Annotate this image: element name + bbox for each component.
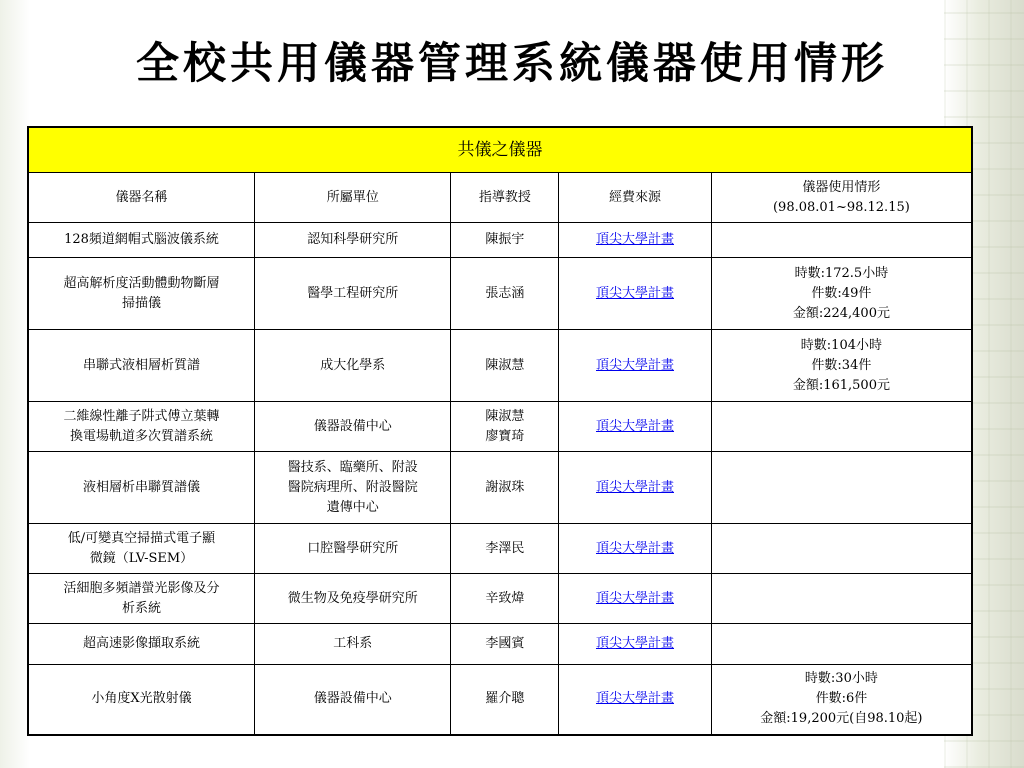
cell-unit	[254, 223, 451, 258]
cell-name-line: 微鏡（LV-SEM）	[89, 550, 194, 566]
cell-professor-line: 陳淑慧	[485, 357, 525, 373]
cell-name-line: 超高速影像擷取系統	[82, 636, 200, 651]
cell-unit-line: 成大化學系	[320, 357, 386, 373]
funding-link[interactable]: 頂尖大學計畫	[595, 357, 674, 373]
cell-professor-line: 李國賓	[485, 636, 525, 651]
cell-usage	[711, 223, 972, 258]
cell-professor-line: 辛致煒	[485, 590, 525, 606]
table-row	[28, 452, 972, 524]
cell-funding	[559, 524, 712, 574]
cell-usage	[711, 258, 972, 330]
funding-link[interactable]: 頂尖大學計畫	[595, 285, 674, 301]
cell-usage-line: 金額:19,200元(自98.10起)	[760, 711, 923, 727]
cell-unit-line: 醫技系、臨藥所、附設	[287, 459, 418, 475]
cell-professor	[451, 402, 559, 452]
cell-unit	[254, 452, 451, 524]
cell-usage-line: 時數:172.5小時	[794, 265, 889, 281]
cell-unit	[254, 258, 451, 330]
cell-name-line: 液相層析串聯質譜儀	[82, 479, 200, 495]
cell-usage	[711, 624, 972, 665]
cell-unit	[254, 330, 451, 402]
cell-usage	[711, 402, 972, 452]
cell-usage	[711, 574, 972, 624]
cell-name	[28, 624, 254, 665]
cell-usage	[711, 452, 972, 524]
cell-professor	[451, 665, 559, 735]
cell-usage	[711, 665, 972, 735]
cell-unit	[254, 574, 451, 624]
cell-professor	[451, 524, 559, 574]
table-row	[28, 524, 972, 574]
table-row	[28, 665, 972, 735]
cell-unit	[254, 402, 451, 452]
cell-funding	[559, 665, 712, 735]
funding-link[interactable]: 頂尖大學計畫	[595, 636, 674, 651]
cell-professor-line: 謝淑珠	[485, 479, 525, 495]
cell-name-line: 串聯式液相層析質譜	[82, 357, 200, 373]
cell-unit-line: 儀器設備中心	[313, 418, 392, 434]
cell-professor	[451, 624, 559, 665]
header-unit: 所屬單位	[254, 173, 451, 223]
cell-name-line: 低/可變真空掃描式電子顯	[67, 530, 216, 546]
cell-professor	[451, 330, 559, 402]
cell-usage	[711, 330, 972, 402]
table-row	[28, 402, 972, 452]
funding-link[interactable]: 頂尖大學計畫	[595, 540, 674, 556]
page-title: 全校共用儀器管理系統儀器使用情形	[136, 39, 888, 89]
table-row	[28, 223, 972, 258]
cell-unit	[254, 665, 451, 735]
header-usage	[711, 173, 972, 223]
cell-professor	[451, 452, 559, 524]
cell-name-line: 活細胞多頻譜螢光影像及分	[63, 580, 220, 596]
cell-usage-line: 件數:6件	[815, 691, 868, 707]
cell-funding	[559, 624, 712, 665]
cell-name-line: 換電場軌道多次質譜系統	[69, 428, 213, 444]
cell-unit-line: 口腔醫學研究所	[307, 540, 399, 556]
cell-usage-line: 時數:30小時	[804, 671, 878, 687]
cell-name	[28, 524, 254, 574]
header-professor: 指導教授	[451, 173, 559, 223]
cell-professor-line: 陳淑慧	[485, 408, 525, 424]
cell-usage-line: 件數:34件	[811, 357, 872, 373]
cell-unit-line: 遺傳中心	[326, 499, 379, 515]
cell-professor-line: 廖寶琦	[485, 428, 525, 444]
header-usage-line1: 儀器使用情形	[802, 179, 881, 195]
table-row	[28, 624, 972, 665]
cell-professor	[451, 258, 559, 330]
header-name: 儀器名稱	[28, 173, 254, 223]
cell-name	[28, 330, 254, 402]
cell-professor-line: 陳振宇	[485, 232, 525, 247]
cell-funding	[559, 330, 712, 402]
cell-name	[28, 574, 254, 624]
cell-name-line: 二維線性離子阱式傅立葉轉	[63, 408, 220, 424]
cell-professor	[451, 574, 559, 624]
cell-unit-line: 認知科學研究所	[307, 232, 399, 247]
cell-unit	[254, 624, 451, 665]
funding-link[interactable]: 頂尖大學計畫	[595, 232, 674, 247]
cell-name-line: 掃描儀	[121, 295, 161, 311]
cell-professor-line: 羅介聰	[485, 691, 525, 707]
group-label: 共儀之儀器	[28, 127, 972, 173]
cell-name	[28, 223, 254, 258]
cell-usage-line: 時數:104小時	[800, 337, 882, 353]
cell-usage	[711, 524, 972, 574]
cell-funding	[559, 258, 712, 330]
cell-name	[28, 402, 254, 452]
funding-link[interactable]: 頂尖大學計畫	[595, 479, 674, 495]
cell-funding	[559, 574, 712, 624]
cell-name	[28, 665, 254, 735]
cell-funding	[559, 402, 712, 452]
cell-name-line: 小角度X光散射儀	[91, 691, 192, 707]
cell-unit-line: 工科系	[333, 636, 373, 651]
cell-name-line: 超高解析度活動體動物斷層	[63, 275, 220, 291]
cell-unit-line: 醫學工程研究所	[307, 285, 399, 301]
cell-usage-line: 件數:49件	[811, 285, 872, 301]
cell-name-line: 析系統	[121, 600, 161, 616]
cell-unit-line: 微生物及免疫學研究所	[287, 590, 418, 606]
cell-usage-line: 金額:161,500元	[792, 377, 890, 393]
funding-link[interactable]: 頂尖大學計畫	[595, 590, 674, 606]
cell-name	[28, 452, 254, 524]
header-funding: 經費來源	[559, 173, 712, 223]
cell-professor-line: 李澤民	[485, 540, 525, 556]
cell-unit	[254, 524, 451, 574]
table-row	[28, 574, 972, 624]
cell-unit-line: 醫院病理所、附設醫院	[287, 479, 418, 495]
table-row	[28, 258, 972, 330]
cell-name	[28, 258, 254, 330]
funding-link[interactable]: 頂尖大學計畫	[595, 418, 674, 434]
cell-usage-line: 金額:224,400元	[792, 305, 890, 321]
cell-professor-line: 張志涵	[485, 285, 525, 301]
group-header-row	[28, 127, 972, 173]
cell-name-line: 128頻道網帽式腦波儀系統	[64, 232, 219, 247]
background-decoration-left	[0, 0, 30, 768]
cell-funding	[559, 223, 712, 258]
instrument-usage-table	[27, 126, 973, 736]
column-header-row	[28, 173, 972, 223]
header-usage-line2: (98.08.01~98.12.15)	[772, 199, 910, 215]
cell-professor	[451, 223, 559, 258]
funding-link[interactable]: 頂尖大學計畫	[595, 691, 674, 707]
table-row	[28, 330, 972, 402]
cell-unit-line: 儀器設備中心	[313, 691, 392, 707]
cell-funding	[559, 452, 712, 524]
